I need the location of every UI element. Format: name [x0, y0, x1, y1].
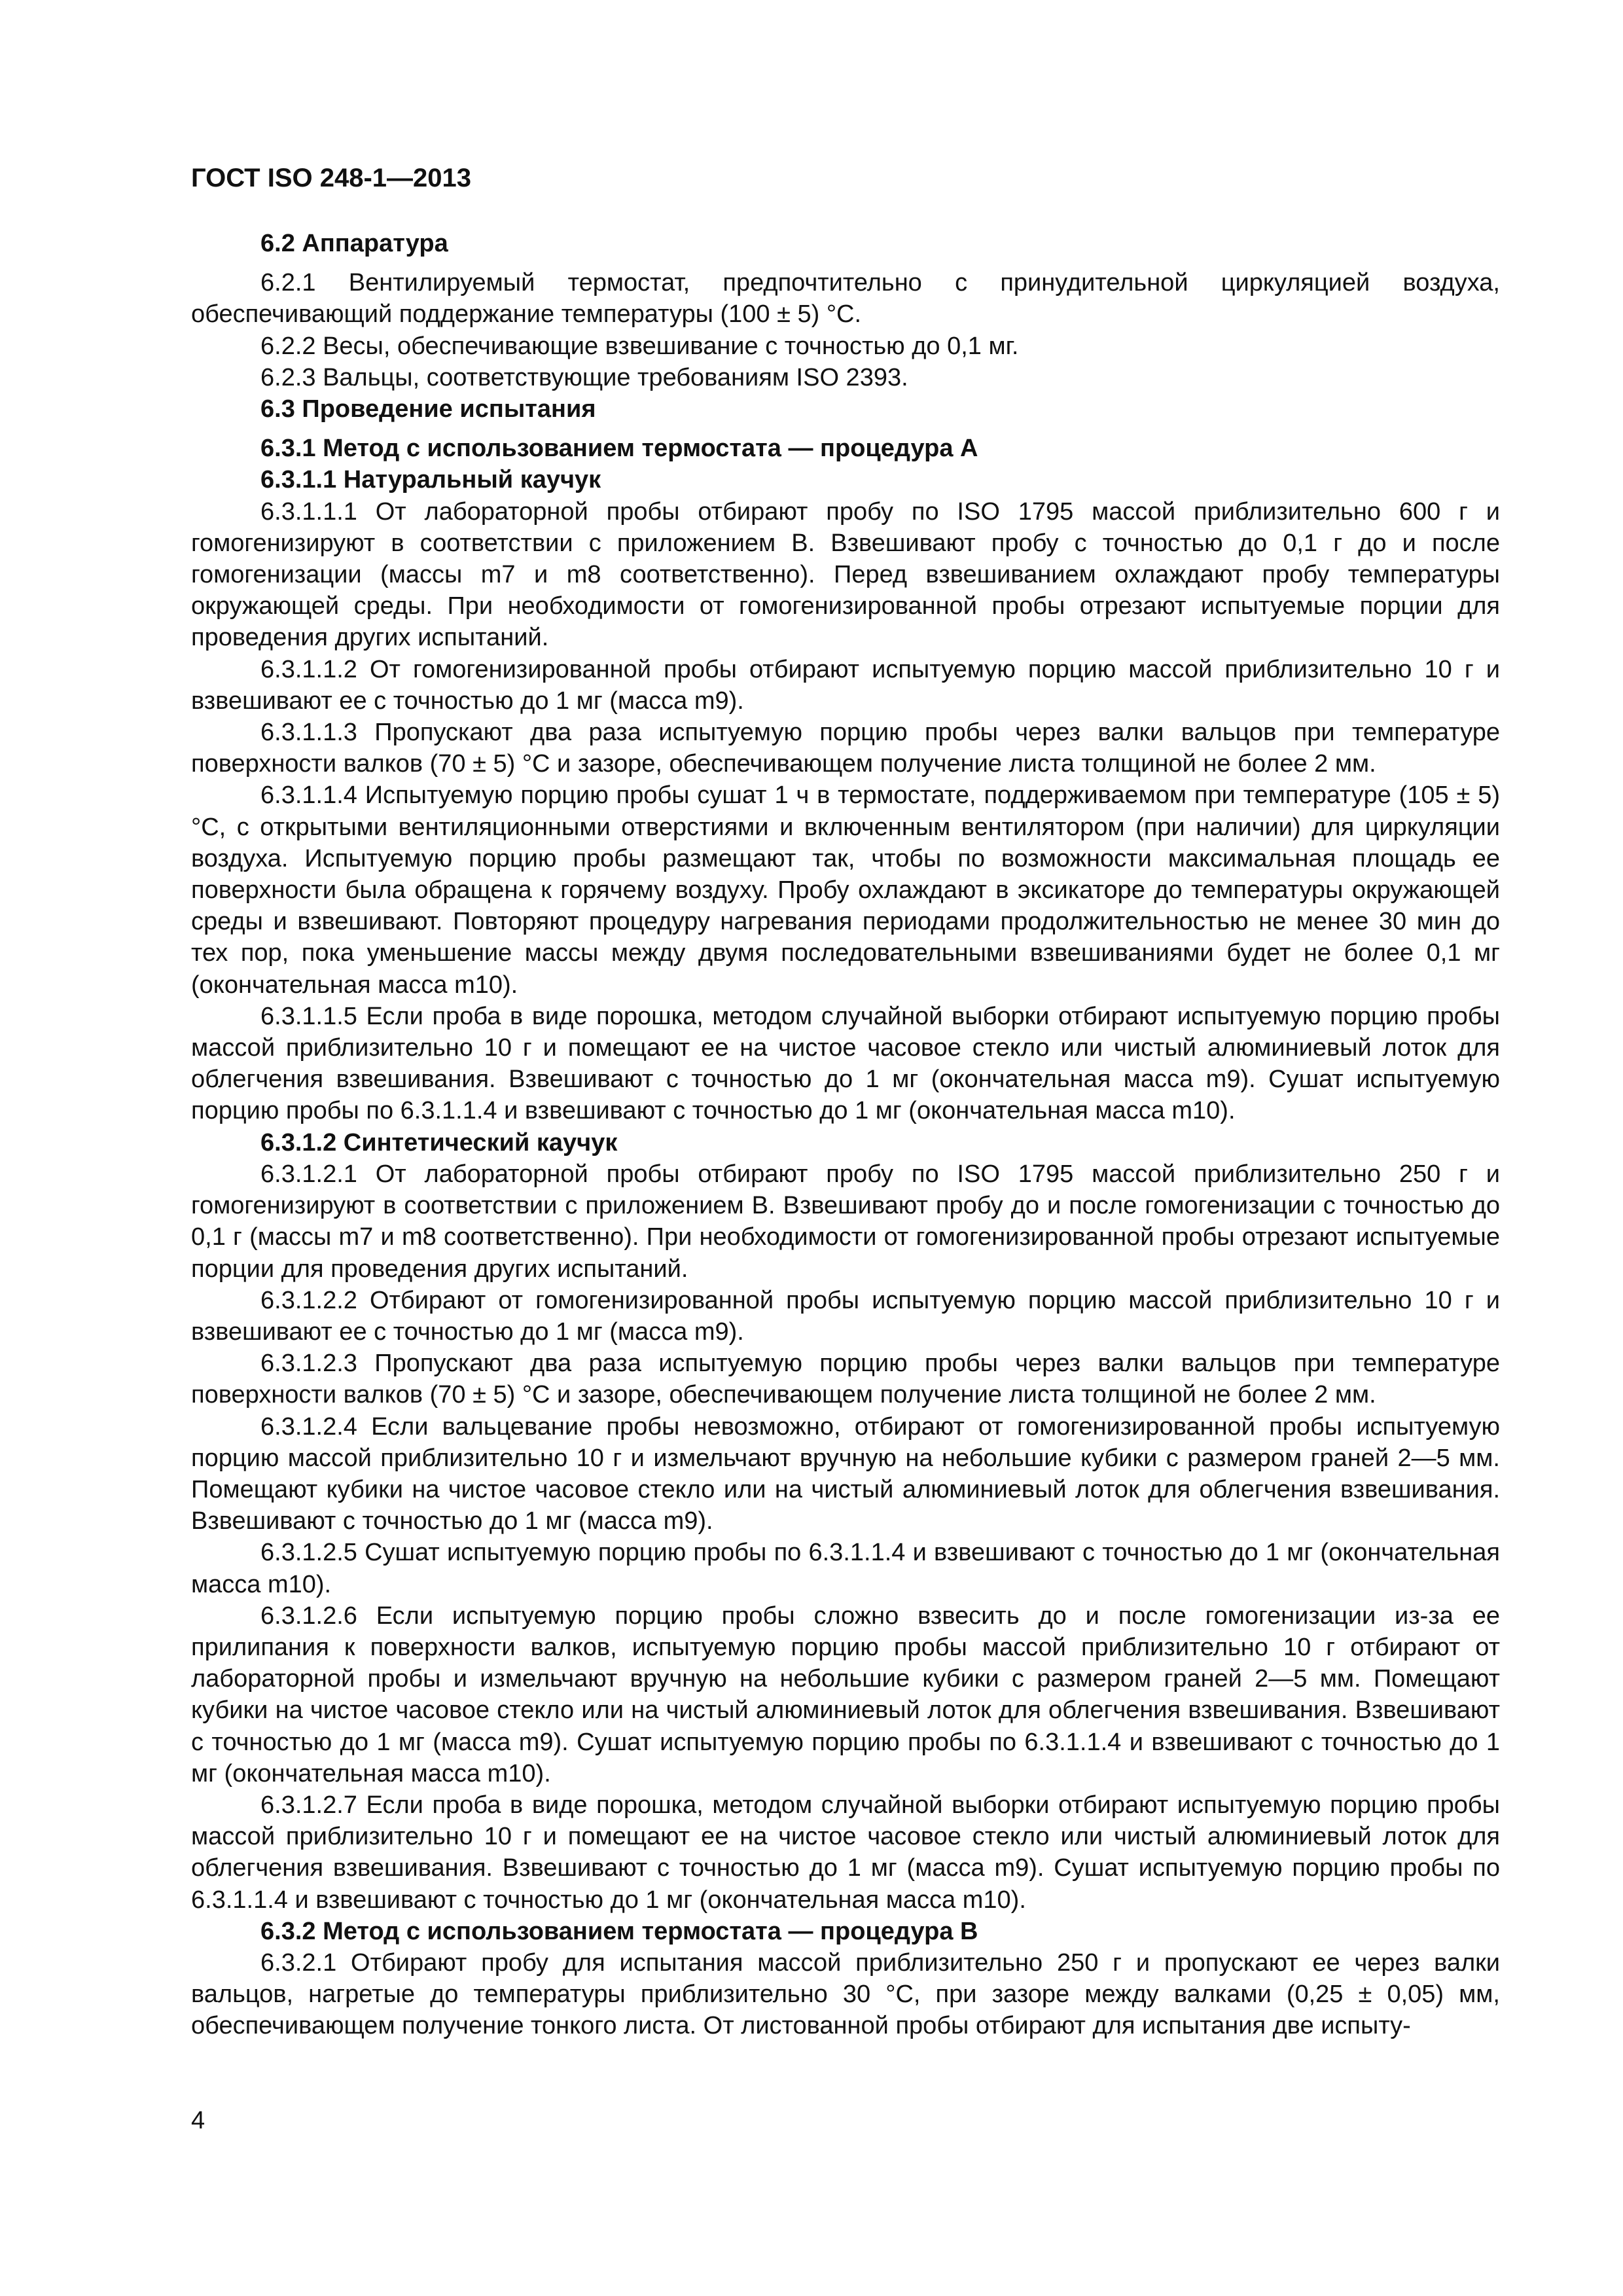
paragraph: 6.3.1.1.3 Пропускают два раза испытуемую порцию пробы через валки вальцов при температуре поверхности валков (70 ± 5) °С и зазоре, обеспечивающем получение листа толщиной не более 2 мм. [191, 719, 1500, 778]
paragraph: 6.3.1.1.2 От гомогенизированной пробы отбирают испытуемую порцию массой приблизительно 10 г и взвешивают ее с точностью до 1 мг (масса m9). [191, 655, 1500, 715]
paragraph: 6.3.1.2.6 Если испытуемую порцию пробы сложно взвесить до и после гомогенизации из-за ее прилипания к поверхности валков, испытуемую порцию пробы массой приблизительно 10 г отбирают от лабораторной пробы и измельчают вручную на небольшие кубики с размером граней 2—5 мм. Помещают кубики на чистое часовое стекло или на чистый алюминиевый лоток для облегчения взвешивания. Взвешивают с точностью до 1 мг (масса m9). Сушат испытуемую порцию пробы по 6.3.1.1.4 и взвешивают с точностью до 1 мг (окончательная масса m10). [191, 1602, 1500, 1787]
paragraph: 6.2.3 Вальцы, соответствующие требованиям ISO 2393. [260, 363, 908, 391]
paragraph: 6.2.2 Весы, обеспечивающие взвешивание с точностью до 0,1 мг. [260, 332, 1019, 360]
paragraph: 6.3.1.1.4 Испытуемую порцию пробы сушат 1 ч в термостате, поддерживаемом при температуре (105 ± 5) °С, с открытыми вентиляционными отверстиями и включенным вентилятором (при наличии) для циркуляции воздуха. Испытуемую порцию пробы размещают так, чтобы по возможности максимальная площадь ее поверхности была обращена к горячему воздуху. Пробу охлаждают в эксикаторе до температуры окружающей среды и взвешивают. Повторяют процедуру нагревания периодами продолжительностью не менее 30 мин до тех пор, пока уменьшение массы между двумя последовательными взвешиваниями будет не более 0,1 мг (окончательная масса m10). [191, 781, 1500, 999]
page-number: 4 [191, 2107, 205, 2134]
subsection-heading: 6.3.1 Метод с использованием термостата — процедура А [260, 435, 978, 463]
document-body [191, 228, 1500, 2042]
standard-code-header: ГОСТ ISO 248-1—2013 [191, 164, 472, 192]
paragraph: 6.3.1.1.1 От лабораторной пробы отбирают пробу по ISO 1795 массой приблизительно 600 г и гомогенизируют в соответствии с приложением В. Взвешивают пробу с точностью до 0,1 г до и после гомогенизации (массы m7 и m8 соответственно). Перед взвешиванием охлаждают пробу температуры окружающей среды. При необходимости от гомогенизированной пробы отрезают испытуемые порции для проведения других испытаний. [191, 497, 1500, 652]
subsection-heading: 6.3.2 Метод с использованием термостата — процедура В [260, 1917, 978, 1945]
paragraph: 6.3.1.2.4 Если вальцевание пробы невозможно, отбирают от гомогенизированной пробы испытуемую порцию массой приблизительно 10 г и измельчают вручную на небольшие кубики с размером граней 2—5 мм. Помещают кубики на чистое часовое стекло или на чистый алюминиевый лоток для облегчения взвешивания. Взвешивают с точностью до 1 мг (масса m9). [191, 1412, 1500, 1535]
subsection-heading: 6.3.1.2 Синтетический каучук [260, 1128, 618, 1157]
paragraph: 6.3.1.2.3 Пропускают два раза испытуемую порцию пробы через валки вальцов при температуре поверхности валков (70 ± 5) °С и зазоре, обеспечивающем получение листа толщиной не более 2 мм. [191, 1350, 1500, 1409]
section-heading: 6.2 Аппаратура [260, 230, 448, 257]
paragraph: 6.3.1.2.5 Сушат испытуемую порцию пробы по 6.3.1.1.4 и взвешивают с точностью до 1 мг (окончательная масса m10). [191, 1539, 1500, 1598]
paragraph: 6.3.2.1 Отбирают пробу для испытания массой приблизительно 250 г и пропускают ее через валки вальцов, нагретые до температуры приблизительно 30 °С, при зазоре между валками (0,25 ± 0,05) мм, обеспечивающем получение тонкого листа. От листованной пробы отбирают для испытания две испыту- [191, 1948, 1500, 2040]
section-heading: 6.3 Проведение испытания [260, 395, 596, 423]
subsection-heading: 6.3.1.1 Натуральный каучук [260, 466, 601, 494]
paragraph: 6.3.1.1.5 Если проба в виде порошка, методом случайной выборки отбирают испытуемую порцию пробы массой приблизительно 10 г и помещают ее на чистое часовое стекло или чистый алюминиевый лоток для облегчения взвешивания. Взвешивают с точностью до 1 мг (окончательная масса m9). Сушат испытуемую порцию пробы по 6.3.1.1.4 и взвешивают с точностью до 1 мг (окончательная масса m10). [191, 1002, 1500, 1125]
paragraph: 6.3.1.2.2 Отбирают от гомогенизированной пробы испытуемую порцию массой приблизительно 10 г и взвешивают ее с точностью до 1 мг (масса m9). [191, 1286, 1500, 1346]
paragraph: 6.3.1.2.7 Если проба в виде порошка, методом случайной выборки отбирают испытуемую порцию пробы массой приблизительно 10 г и помещают ее на чистое часовое стекло или чистый алюминиевый лоток для облегчения взвешивания. Взвешивают с точностью до 1 мг (масса m9). Сушат испытуемую порцию пробы по 6.3.1.1.4 и взвешивают с точностью до 1 мг (окончательная масса m10). [191, 1791, 1500, 1914]
paragraph: 6.2.1 Вентилируемый термостат, предпочтительно с принудительной циркуляцией воздуха, обеспечивающий поддержание температуры (100 ± 5) °С. [191, 269, 1500, 329]
paragraph: 6.3.1.2.1 От лабораторной пробы отбирают пробу по ISO 1795 массой приблизительно 250 г и гомогенизируют в соответствии с приложением В. Взвешивают пробу до и после гомогенизации с точностью до 0,1 г (массы m7 и m8 соответственно). При необходимости от гомогенизированной пробы отрезают испытуемые порции для проведения других испытаний. [191, 1160, 1500, 1283]
